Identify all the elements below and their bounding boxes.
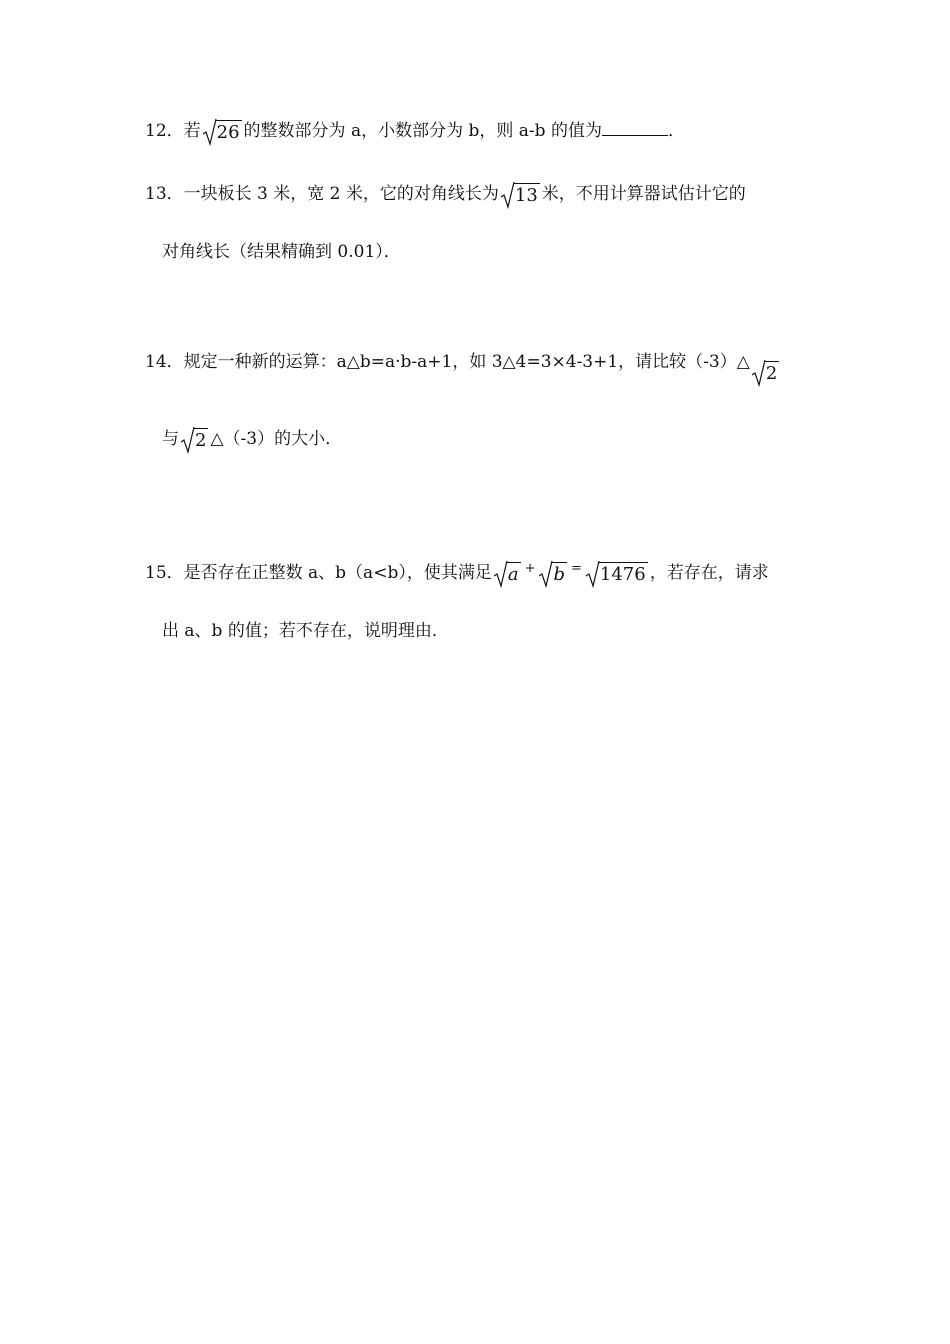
radicand: 1476	[599, 564, 646, 586]
q15-text-a: 是否存在正整数 a、b（a<b），使其满足	[183, 563, 492, 583]
q12-text-b: 的整数部分为 a，小数部分为 b，则 a-b 的值为	[243, 120, 602, 141]
answer-blank[interactable]	[602, 121, 668, 136]
question-12	[145, 120, 685, 143]
radical-sign-icon	[501, 181, 515, 209]
radical-sign-icon	[586, 560, 600, 588]
radicand: 26	[216, 122, 240, 143]
sqrt-13	[501, 183, 540, 206]
q15-number: 15．	[145, 563, 184, 583]
q13-text-b: 米，不用计算器试估计它的	[541, 183, 746, 204]
question-15-line-2: 出 a、b 的值；若不存在，说明理由．	[162, 621, 449, 641]
radical-sign-icon	[203, 118, 217, 146]
q14-text-a: 规定一种新的运算：a△b=a·b-a+1，如 3△4=3×4-3+1，请比较（-3）△	[183, 352, 750, 372]
radicand: 2	[195, 430, 207, 451]
radical-sign-icon	[494, 560, 508, 588]
q13-number: 13．	[145, 183, 184, 204]
question-14-line-2	[162, 428, 342, 451]
sqrt-a	[494, 562, 521, 585]
question-14	[145, 354, 781, 384]
q15-text-b: ，若存在，请求	[649, 563, 769, 583]
q13-text-a: 一块板长 3 米，宽 2 米，它的对角线长为	[183, 183, 499, 204]
question-13	[145, 183, 746, 206]
plus-sign: +	[524, 561, 536, 576]
q12-number: 12．	[145, 120, 184, 141]
sqrt-b	[539, 562, 567, 585]
q12-text-a: 若	[183, 120, 201, 141]
radical-sign-icon	[539, 560, 553, 588]
sqrt-2	[181, 428, 208, 451]
q12-text-c: ．	[667, 120, 685, 141]
sqrt-2	[752, 361, 779, 384]
question-13-line-2: 对角线长（结果精确到 0.01）．	[162, 242, 401, 262]
radical-sign-icon	[752, 359, 766, 387]
q14-number: 14．	[145, 352, 184, 372]
sqrt-26	[203, 120, 242, 143]
sqrt-1476	[586, 562, 648, 585]
radicand: 2	[765, 363, 778, 384]
equals-sign: =	[571, 561, 582, 576]
q14-text-b: 与	[162, 428, 179, 449]
radicand: b	[553, 564, 565, 586]
radicand: 13	[514, 185, 538, 206]
question-15	[145, 562, 769, 585]
q14-text-c: △（-3）的大小．	[210, 428, 343, 449]
radical-sign-icon	[181, 426, 195, 454]
radicand: a	[507, 564, 519, 586]
